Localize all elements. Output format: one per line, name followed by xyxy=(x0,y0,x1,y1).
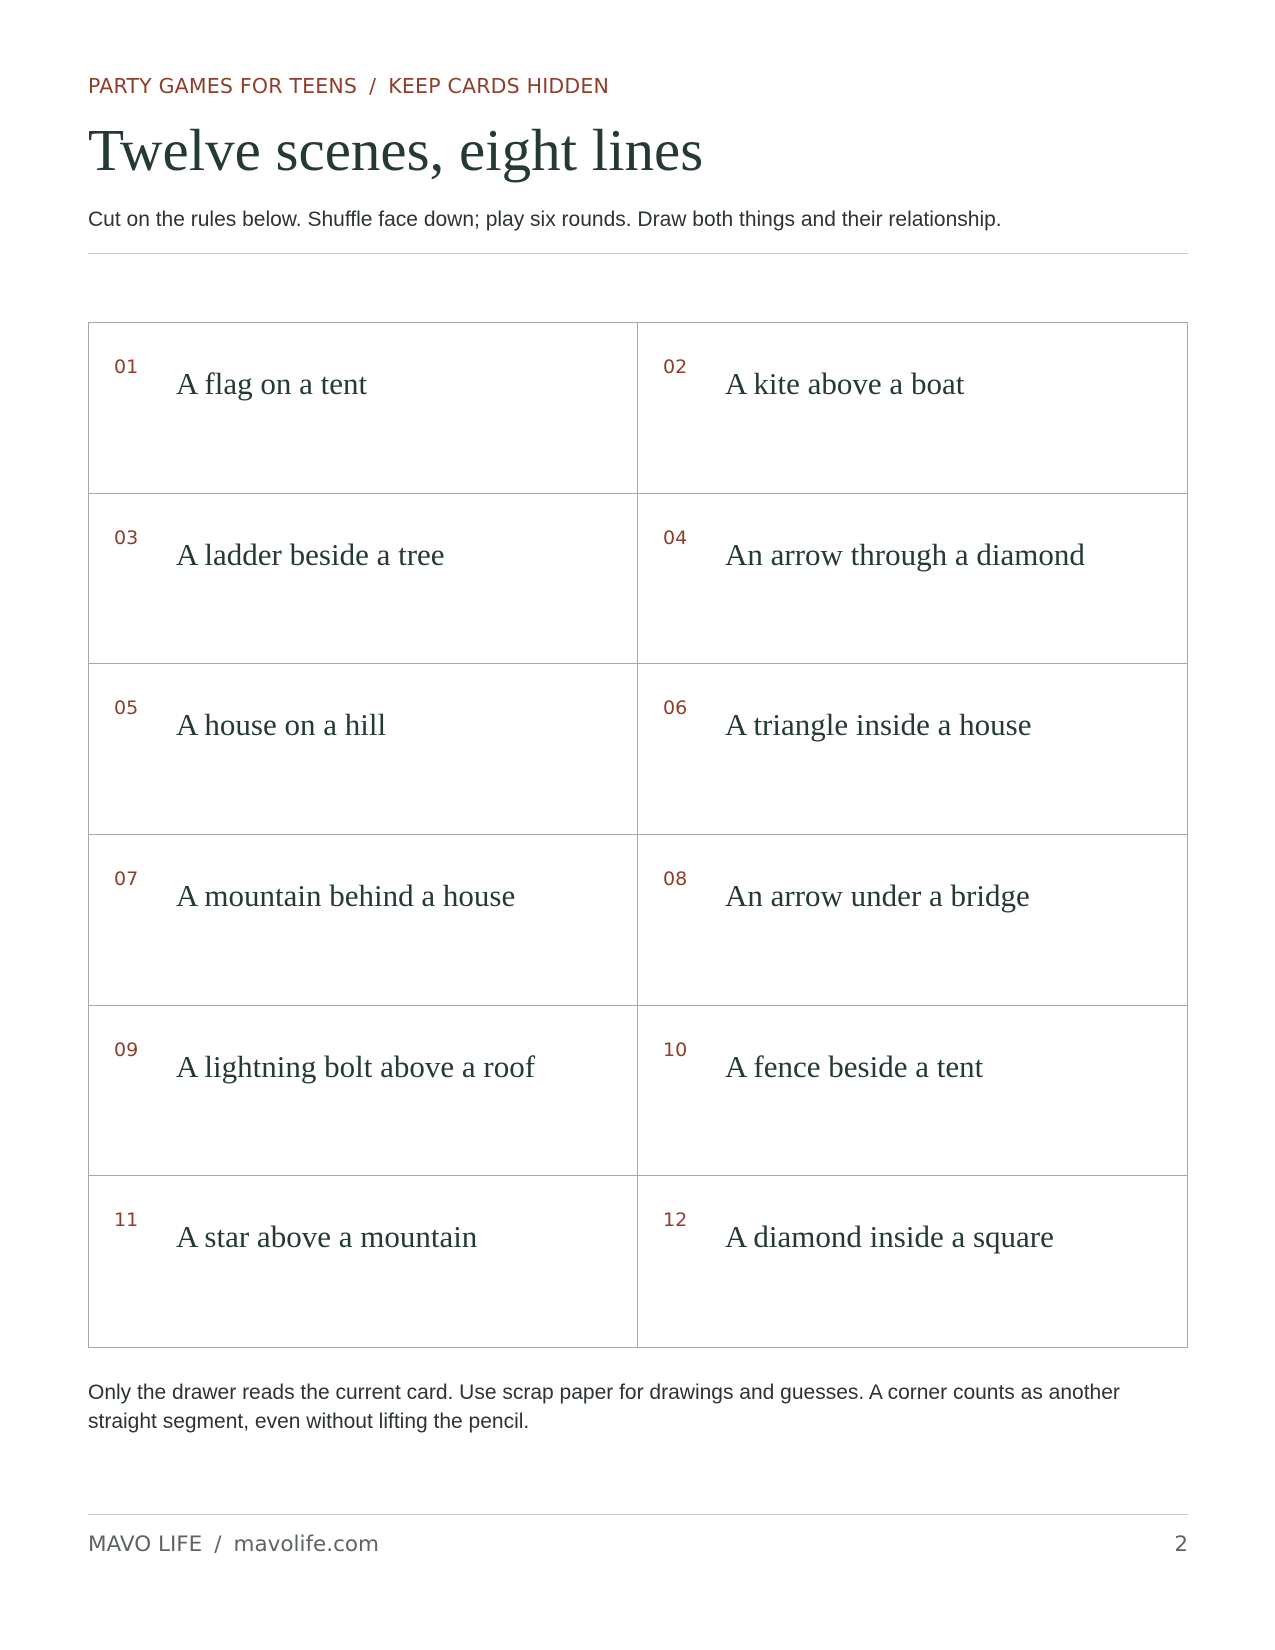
scene-card xyxy=(89,494,638,665)
scene-card xyxy=(89,835,638,1006)
card-number: 05 xyxy=(114,697,139,720)
card-text: An arrow through a diamond xyxy=(725,536,1085,572)
breadcrumb xyxy=(88,74,609,98)
card-number: 02 xyxy=(663,356,688,378)
scene-card xyxy=(638,1176,1187,1347)
instructions-footnote: Only the drawer reads the current card. Use scrap paper for drawings and guesses. A corner counts as another straight segment, even without lifting the pencil. xyxy=(88,1381,1120,1433)
card-number: 07 xyxy=(114,868,139,890)
page-number: 2 xyxy=(1174,1532,1188,1557)
intro-text: Cut on the rules below. Shuffle face down; play six rounds. Draw both things and their relationship. xyxy=(88,208,1002,231)
footer-brand: MAVO LIFE xyxy=(88,1532,203,1557)
card-text: A lightning bolt above a roof xyxy=(176,1048,536,1084)
footer-separator: / xyxy=(214,1532,222,1557)
footer-brand-line xyxy=(88,1532,379,1557)
header-divider xyxy=(88,253,1188,254)
card-number: 01 xyxy=(114,356,139,378)
card-text: A star above a mountain xyxy=(176,1219,478,1255)
scene-card xyxy=(638,835,1187,1006)
scene-card xyxy=(638,1006,1187,1177)
breadcrumb-separator: / xyxy=(369,74,377,98)
scene-card xyxy=(638,323,1187,494)
footer-divider xyxy=(88,1514,1188,1515)
card-number: 04 xyxy=(663,526,688,549)
scene-card xyxy=(89,1006,638,1177)
card-text: A flag on a tent xyxy=(176,366,368,401)
page-title: Twelve scenes, eight lines xyxy=(88,117,704,183)
card-number: 08 xyxy=(663,868,688,890)
card-text: A triangle inside a house xyxy=(725,707,1032,743)
card-text: A mountain behind a house xyxy=(176,878,516,913)
scene-card xyxy=(89,323,638,494)
card-number: 03 xyxy=(114,526,139,549)
card-text: A diamond inside a square xyxy=(725,1219,1054,1255)
scene-card xyxy=(89,664,638,835)
card-text: A fence beside a tent xyxy=(725,1048,984,1084)
card-number: 11 xyxy=(114,1209,139,1232)
card-number: 06 xyxy=(663,697,688,720)
card-number: 09 xyxy=(114,1038,139,1061)
card-text: A house on a hill xyxy=(176,707,387,743)
card-number: 12 xyxy=(663,1209,688,1232)
breadcrumb-note: KEEP CARDS HIDDEN xyxy=(388,74,610,98)
scene-card xyxy=(638,494,1187,665)
footer-url: mavolife.com xyxy=(233,1532,379,1557)
breadcrumb-section: PARTY GAMES FOR TEENS xyxy=(88,74,358,98)
card-grid xyxy=(88,322,1188,1348)
card-number: 10 xyxy=(663,1038,688,1061)
scene-card xyxy=(638,664,1187,835)
card-text: A ladder beside a tree xyxy=(176,536,445,572)
worksheet-page xyxy=(88,0,1188,1650)
scene-card xyxy=(89,1176,638,1347)
card-text: A kite above a boat xyxy=(725,366,965,401)
page-footer xyxy=(88,1532,1188,1557)
card-text: An arrow under a bridge xyxy=(725,878,1030,913)
